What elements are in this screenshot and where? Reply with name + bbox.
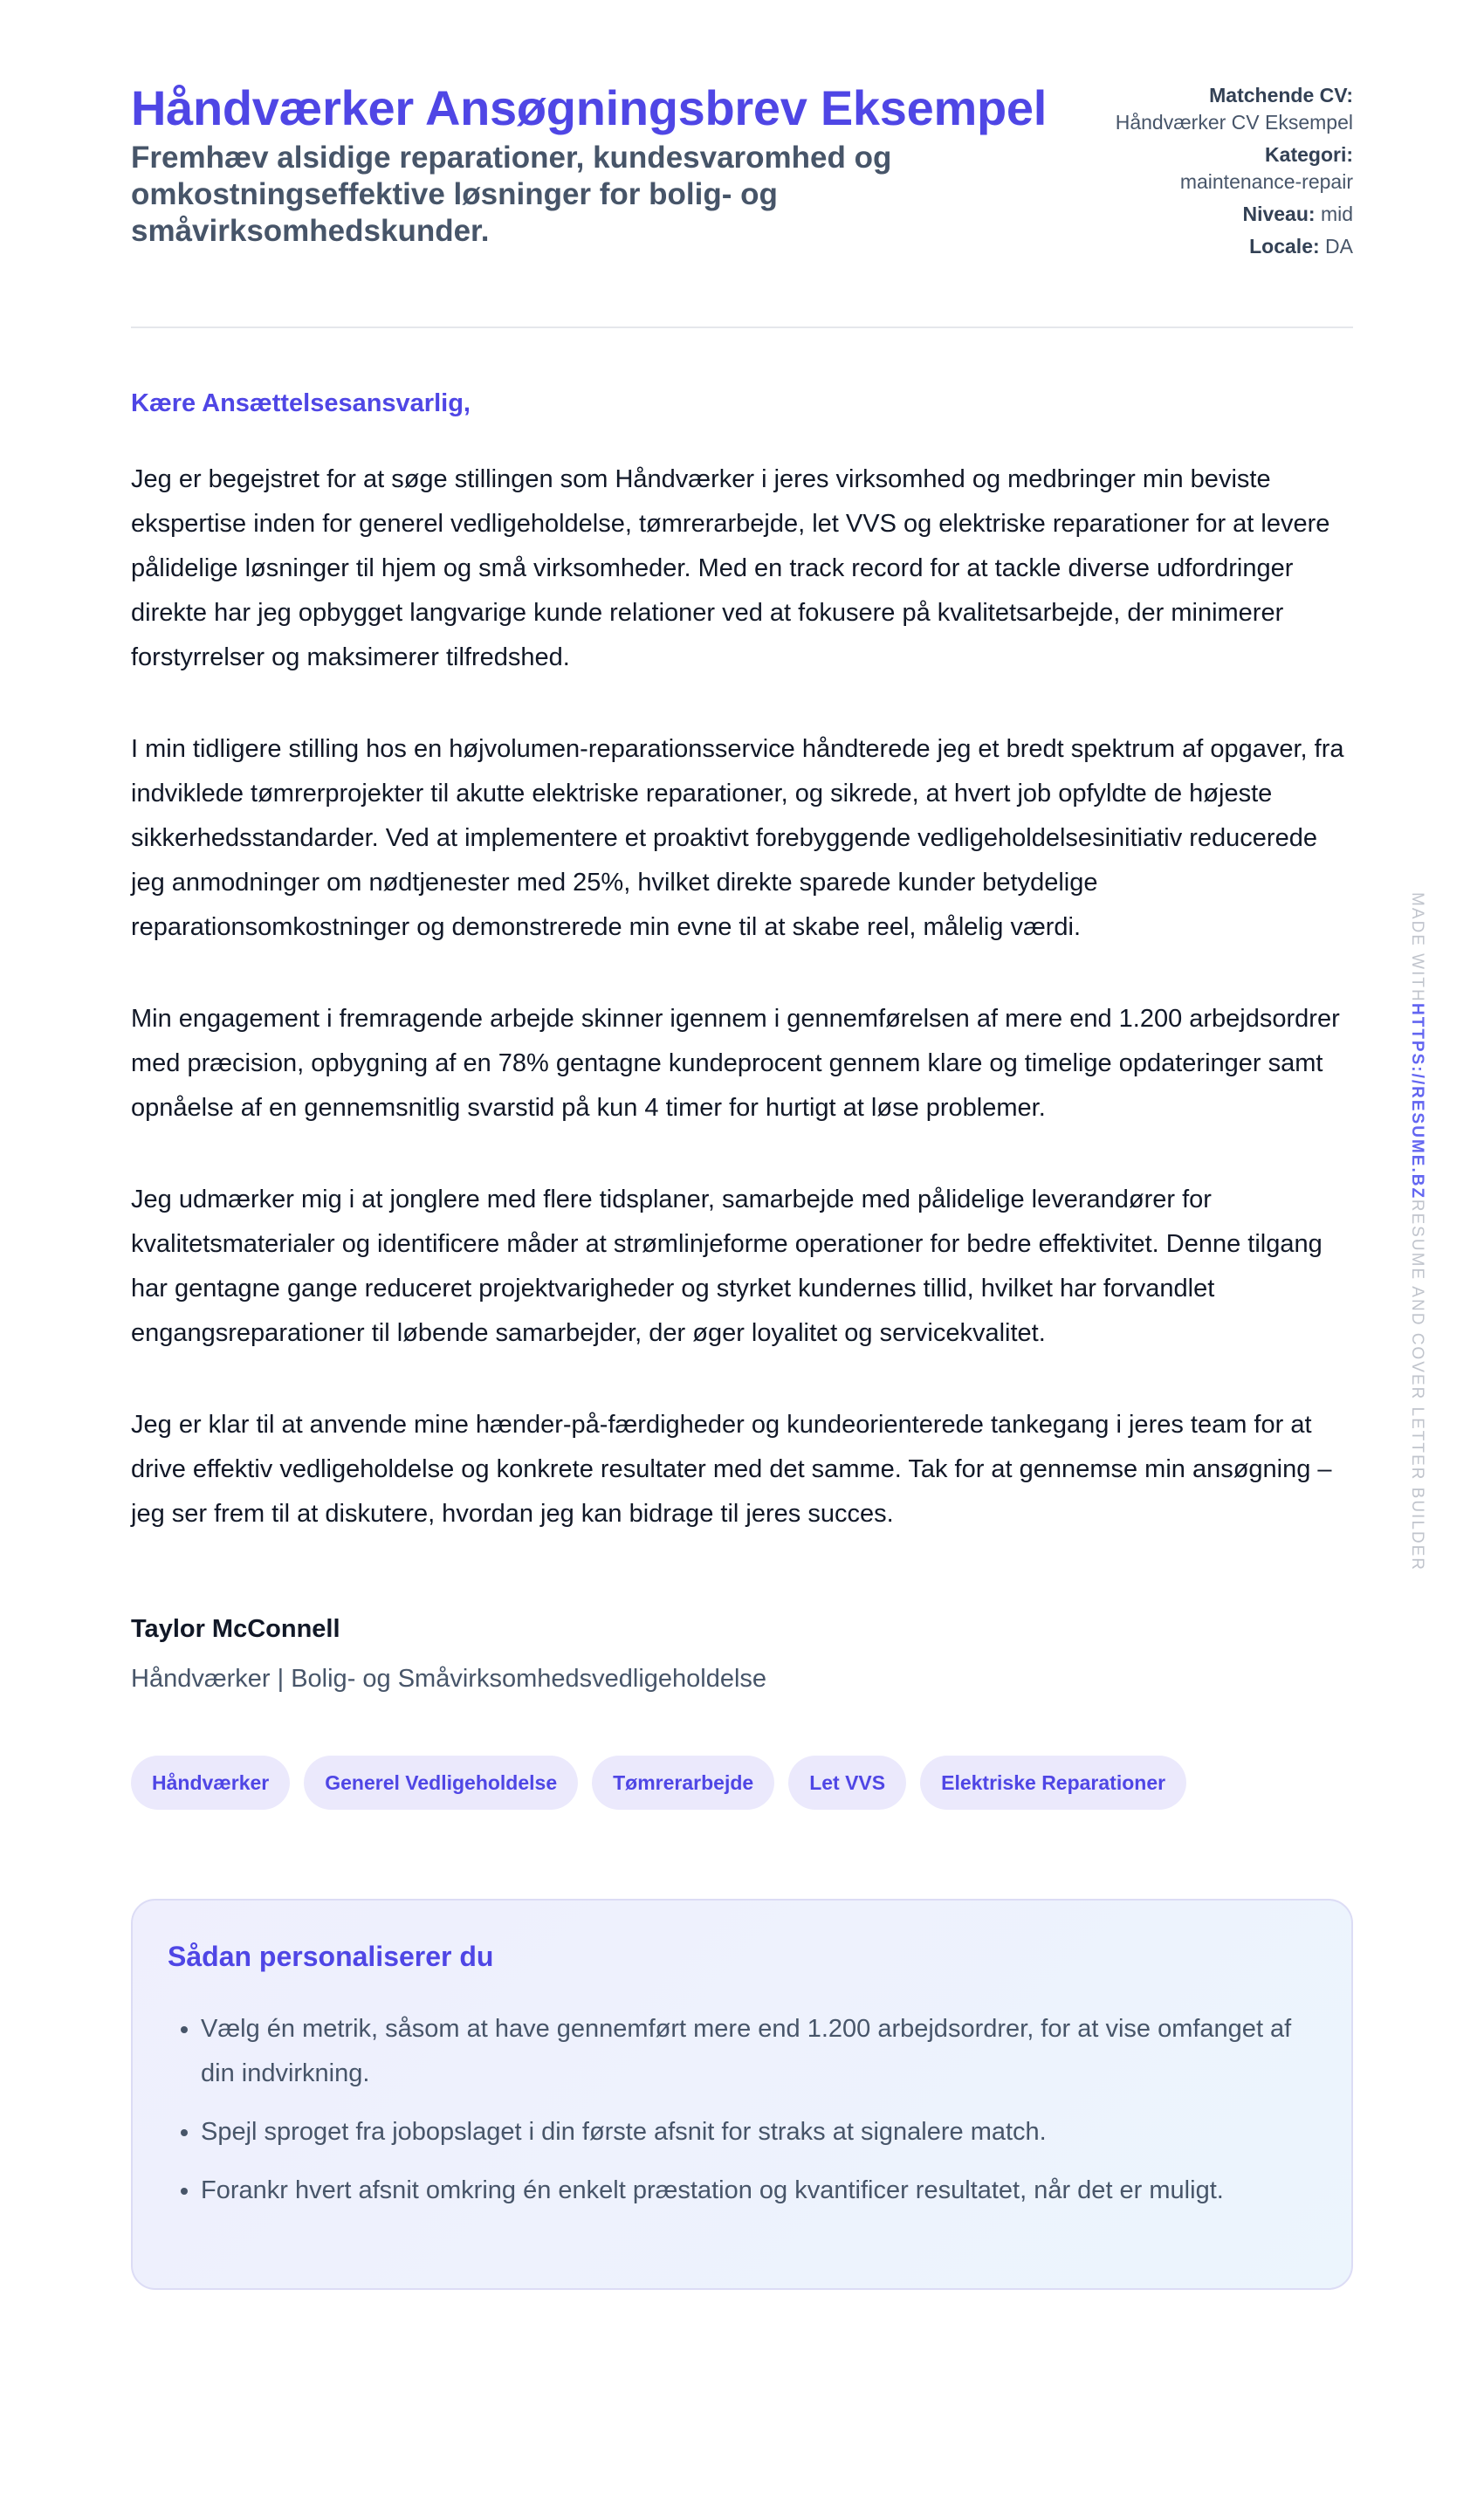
meta-locale-value: DA — [1325, 235, 1353, 258]
skill-tag[interactable]: Elektriske Reparationer — [920, 1756, 1186, 1810]
letter-paragraph: I min tidligere stilling hos en højvolumen-reparationsservice håndterede jeg et bredt spektrum af opgaver, fra indviklede tømrerprojekter til akutte elektriske reparationer, og sikrede, at hvert job opfyldte de højeste sikkerhedsstandarder. Ved at implementere et proaktivt forebyggende vedligeholdelsesinitiativ reducerede jeg anmodninger om nødtjenester med 25%, hvilket direkte sparede kunder betydelige reparationsomkostninger og demonstrerede min evne til at skabe reel, målelig værdi. — [131, 734, 1344, 941]
signature-role: Håndværker | Bolig- og Småvirksomhedsvedligeholdelse — [131, 1665, 767, 1694]
skill-tag[interactable]: Let VVS — [788, 1756, 906, 1810]
watermark-link[interactable]: HTTPS://RESUME.BZ — [1408, 1002, 1426, 1200]
watermark-prefix: MADE WITH — [1408, 892, 1426, 1003]
meta-matching-cv-label: Matchende CV: — [1209, 84, 1353, 107]
skill-tag[interactable]: Tømrerarbejde — [592, 1756, 774, 1810]
meta-matching-cv — [1091, 82, 1353, 136]
salutation: Kære Ansættelsesansvarlig, — [131, 389, 471, 417]
letter-paragraph: Min engagement i fremragende arbejde skinner igennem i gennemførelsen af mere end 1.200 arbejdsordrer med præcision, opbygning af en 78% gentagne kundeprocent gennem klare og timelige opdateringer samt opnåelse af en gennemsnitlig svarstid på kun 4 timer for hurtigt at løse problemer. — [131, 1004, 1340, 1122]
page-title: Håndværker Ansøgningsbrev Eksempel — [131, 80, 1047, 135]
signature-name: Taylor McConnell — [131, 1614, 340, 1643]
tips-title: Sådan personaliserer du — [168, 1941, 494, 1973]
tips-list — [168, 2007, 1316, 2213]
meta-category-label: Kategori: — [1265, 143, 1353, 166]
meta-category — [1091, 141, 1353, 196]
letter-body — [131, 388, 1353, 1696]
letter-paragraph: Jeg er begejstret for at søge stillingen som Håndværker i jeres virksomhed og medbringer min beviste ekspertise inden for generel vedligeholdelse, tømrerarbejde, let VVS og elektriske reparationer for at levere pålidelige løsninger til hjem og små virksomheder. Med en track record for at tackle diverse udfordringer direkte har jeg opbygget langvarige kunde relationer ved at fokusere på kvalitetsarbejde, der minimerer forstyrrelser og maksimerer tilfredshed. — [131, 464, 1330, 671]
letter-paragraph: Jeg udmærker mig i at jonglere med flere tidsplaner, samarbejde med pålidelige leverandører for kvalitetsmaterialer og identificere måder at strømlinjeforme operationer for bedre effektivitet. Denne tilgang har gentagne gange reduceret projektvarigheder og styrket kundernes tillid, hvilket har forvandlet engangsreparationer til løbende samarbejder, der øger loyalitet og servicekvalitet. — [131, 1185, 1323, 1347]
meta-locale — [1091, 233, 1353, 260]
signature-block — [131, 1613, 1353, 1696]
made-with-watermark — [1407, 892, 1426, 1571]
meta-locale-label: Locale: — [1249, 235, 1320, 258]
skill-tag[interactable]: Håndværker — [131, 1756, 290, 1810]
meta-panel — [1091, 82, 1353, 265]
watermark-suffix: RESUME AND COVER LETTER BUILDER — [1408, 1199, 1426, 1572]
meta-level — [1091, 201, 1353, 228]
tip-item: • Vælg én metrik, såsom at have gennemført mere end 1.200 arbejdsordrer, for at vise omfanget af din indvirkning. — [201, 2007, 1316, 2096]
meta-matching-cv-value: Håndværker CV Eksempel — [1115, 111, 1353, 134]
tip-item: • Spejl sproget fra jobopslaget i din første afsnit for straks at signalere match. — [201, 2110, 1316, 2155]
meta-level-label: Niveau: — [1242, 203, 1316, 225]
page-subtitle: Fremhæv alsidige reparationer, kundesvaromhed og omkostningseffektive løsninger for bolig- og småvirksomhedskunder. — [131, 141, 892, 249]
meta-level-value: mid — [1320, 203, 1353, 225]
skill-tags — [131, 1756, 1353, 1810]
meta-category-value: maintenance-repair — [1179, 170, 1353, 193]
personalization-tips-card — [131, 1899, 1353, 2290]
page-header — [131, 0, 1353, 328]
skill-tag[interactable]: Generel Vedligeholdelse — [304, 1756, 578, 1810]
letter-paragraph: Jeg er klar til at anvende mine hænder-på-færdigheder og kundeorienterede tankegang i jeres team for at drive effektiv vedligeholdelse og konkrete resultater med det samme. Tak for at gennemse min ansøgning – jeg ser frem til at diskutere, hvordan jeg kan bidrage til jeres succes. — [131, 1410, 1332, 1528]
tip-item: • Forankr hvert afsnit omkring én enkelt præstation og kvantificer resultatet, når det er muligt. — [201, 2169, 1316, 2213]
